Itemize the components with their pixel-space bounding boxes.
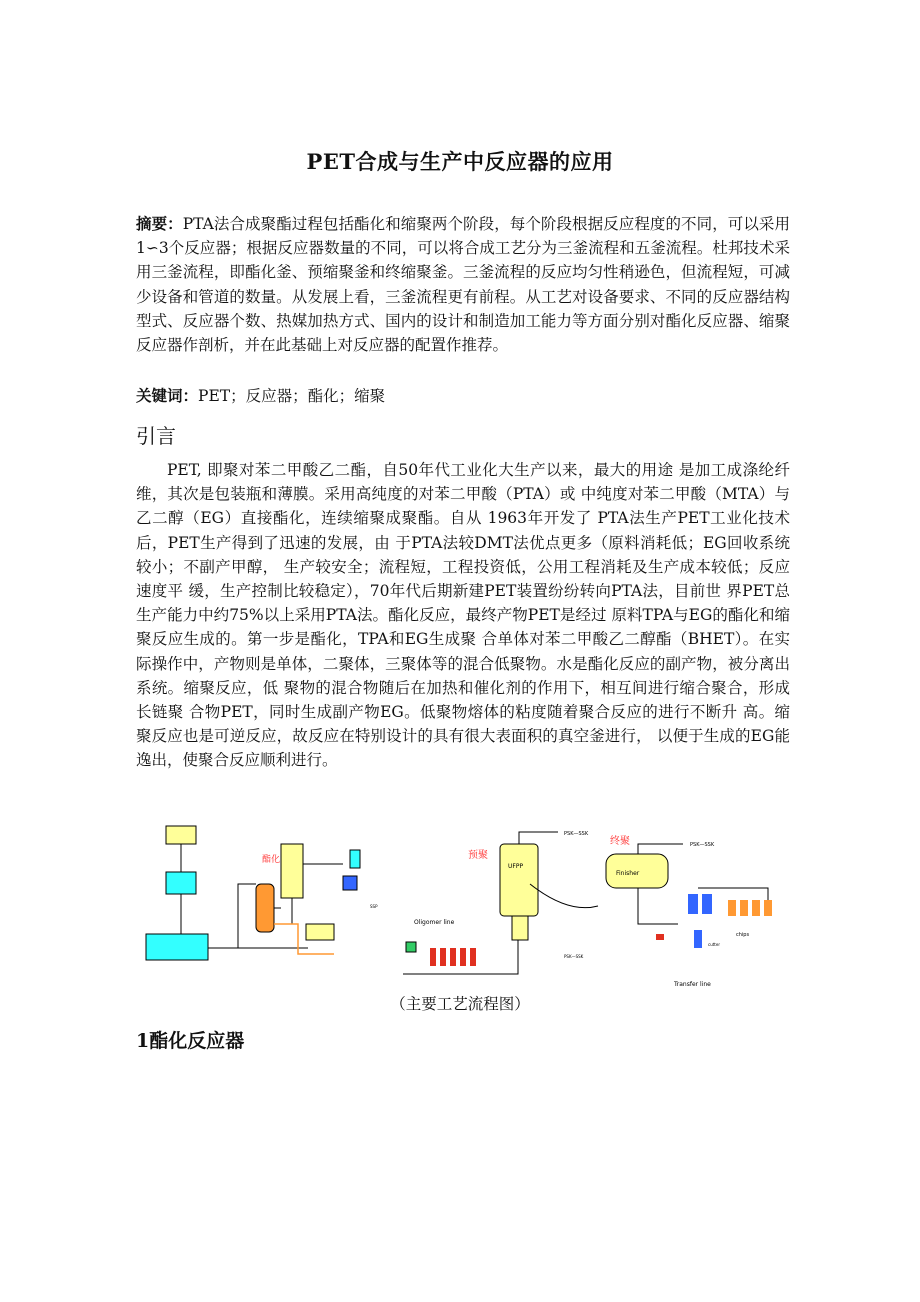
- label-cutter: cutter: [708, 942, 720, 947]
- label-final: 终聚: [610, 836, 630, 847]
- label-esterification: 酯化: [262, 855, 281, 865]
- abstract-label: 摘要：: [136, 214, 183, 233]
- condenser-box: [306, 924, 334, 940]
- uftr-bottom: [512, 916, 528, 940]
- paste-tank: [146, 934, 208, 960]
- label-psk-1: PSK—SSK: [564, 831, 589, 837]
- figure-caption: （主要工艺流程图）: [390, 995, 530, 1013]
- section-heading: 1酯化反应器: [136, 1030, 245, 1052]
- label-transfer-line: Transfer line: [674, 981, 711, 988]
- tank-blue: [343, 876, 357, 890]
- label-oligomer-line: Oligomer line: [414, 919, 455, 926]
- keywords-label: 关键词：: [136, 386, 199, 405]
- intro-paragraph: PET, 即聚对苯二甲酸乙二酯，自50年代工业化大生产以来，最大的用途 是加工成涤纶纤维，其次是包装瓶和薄膜。采用高纯度的对苯二甲酸（PTA）或 中纯度对苯二甲酸（MTA）与乙二醇（EG）直接酯化，连续缩聚成聚酯。自从 1963年开发了 PTA法生产PET工业化技术后，PET生产得到了迅速的发展，由 于PTA法较DMT法优点更多（原料消耗低；EG回收系统较小；不副产甲醇， 生产较安全；流程短，工程投资低，公用工程消耗及生产成本较低；反应速度平 缓，生产控制比较稳定），70年代后期新建PET装置纷纷转向PTA法，目前世 界PET总生产能力中约75%以上采用PTA法。酯化反应，最终产物PET是经过 原料TPA与EG的酯化和缩聚反应生成的。第一步是酯化，TPA和EG生成聚 合单体对苯二甲酸乙二醇酯（BHET）。在实际操作中，产物则是单体，二聚体，三聚体等的混合低聚物。水是酯化反应的副产物，被分离出系统。缩聚反应，低 聚物的混合物随后在加热和催化剂的作用下，相互间进行缩合聚合，形成长链聚 合物PET，同时生成副产物EG。低聚物熔体的粘度随着聚合反应的进行不断升 高。缩聚反应也是可逆反应，故反应在特别设计的具有很大表面积的真空釜进行， 以便于生成的EG能逸出，使聚合反应顺利进行。: [136, 461, 790, 770]
- abstract: [136, 212, 790, 357]
- label-psk-3: PSK—SSK: [564, 954, 584, 959]
- feed-hopper: [166, 826, 196, 844]
- abstract-text: PTA法合成聚酯过程包括酯化和缩聚两个阶段，每个阶段根据反应程度的不同，可以采用1∽3个反应器；根据反应器数量的不同，可以将合成工艺分为三釜流程和五釜流程。杜邦技术采用三釜流程，即酯化釜、预缩聚釜和终缩聚釜。三釜流程的反应均匀性稍逊色，但流程短，可减少设备和管道的数量。从发展上看，三釜流程更有前程。从工艺对设备要求、不同的反应器结构型式、反应器个数、热媒加热方式、国内的设计和制造加工能力等方面分别对酯化反应器、缩聚反应器作剖析，并在此基础上对反应器的配置作推荐。: [136, 215, 790, 355]
- keywords: [136, 384, 790, 408]
- oligomer-pumps: [430, 948, 476, 966]
- esterifier: [256, 884, 274, 932]
- separation-column: [281, 844, 303, 898]
- label-finisher: Finisher: [616, 870, 640, 877]
- intro-heading: 引言: [136, 424, 176, 448]
- label-ssp: SSP: [370, 904, 378, 909]
- label-psk-2: PSK—SSK: [690, 842, 715, 848]
- page-title: PET合成与生产中反应器的应用: [306, 149, 614, 174]
- keywords-text: PET；反应器；酯化；缩聚: [198, 387, 386, 405]
- oligomer-filter: [406, 942, 416, 952]
- label-chips: chips: [736, 932, 750, 938]
- process-flow-diagram: [138, 824, 788, 994]
- uftr-reactor: [500, 844, 538, 916]
- label-prepoly: 预聚: [468, 850, 488, 861]
- tank-cyan: [350, 850, 360, 868]
- transfer-equipment: [656, 894, 772, 948]
- slurry-tank: [166, 872, 196, 894]
- label-uftr: UFPP: [508, 863, 524, 870]
